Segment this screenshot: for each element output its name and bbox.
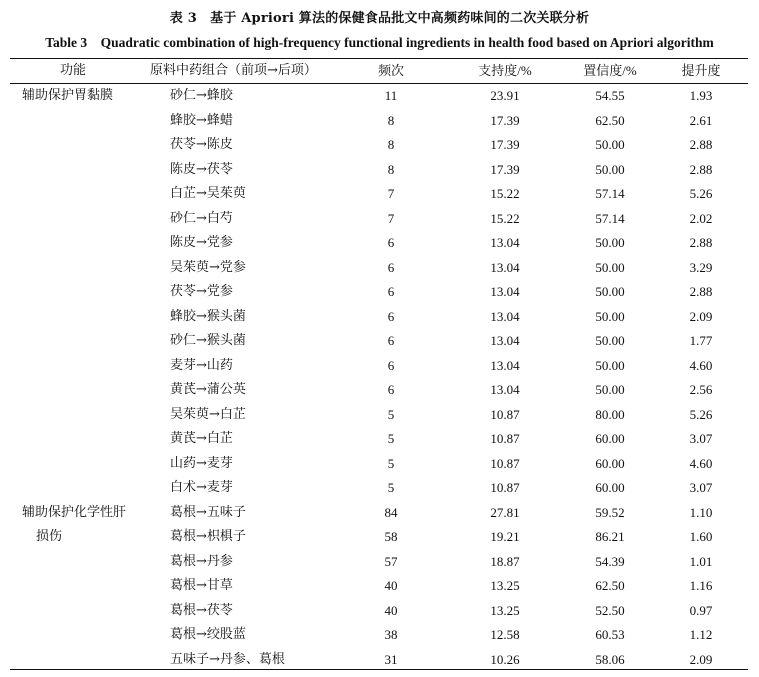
cell-pair: 黄芪→白芷 <box>170 431 233 446</box>
cell-pair: 葛根→枳椇子 <box>170 529 246 544</box>
cell-support: 17.39 <box>490 112 520 128</box>
cell-pair: 砂仁→猴头菌 <box>170 333 246 348</box>
table-row <box>0 158 759 182</box>
table-row <box>0 84 759 108</box>
table-row <box>0 403 759 427</box>
cell-frequency: 5 <box>387 480 395 495</box>
header-pair: 原料中药组合（前项→后项） <box>150 63 317 78</box>
cell-frequency: 5 <box>387 406 395 422</box>
cell-frequency: 6 <box>387 259 395 275</box>
cell-confidence: 50.00 <box>595 235 625 250</box>
header-support: 支持度/% <box>478 63 532 78</box>
cell-support: 13.25 <box>490 602 520 618</box>
cell-lift: 2.02 <box>689 210 713 226</box>
table-row <box>0 280 759 304</box>
cell-confidence: 86.21 <box>595 529 625 544</box>
table-row <box>0 574 759 598</box>
table-row <box>0 256 759 280</box>
cell-confidence: 50.00 <box>595 137 625 152</box>
cell-lift: 3.07 <box>689 480 713 495</box>
cell-confidence: 60.00 <box>595 455 625 471</box>
function-group-label: 辅助保护胃黏膜 <box>22 88 114 103</box>
cell-pair: 吴茱萸→党参 <box>170 259 246 275</box>
cell-frequency: 7 <box>387 186 395 201</box>
cell-frequency: 57 <box>384 553 398 569</box>
header-function: 功能 <box>60 63 87 78</box>
cell-support: 13.04 <box>490 308 520 324</box>
cell-support: 17.39 <box>490 161 520 177</box>
cell-support: 12.58 <box>490 627 520 642</box>
cell-support: 13.04 <box>490 235 520 250</box>
cell-lift: 2.88 <box>689 161 713 177</box>
cell-confidence: 50.00 <box>595 382 625 397</box>
cell-support: 17.39 <box>490 137 520 152</box>
cell-frequency: 6 <box>387 235 395 250</box>
cell-confidence: 50.00 <box>595 161 625 177</box>
cell-support: 13.04 <box>490 333 520 348</box>
cell-pair: 五味子→丹参、葛根 <box>170 651 285 667</box>
cell-support: 13.04 <box>490 382 520 397</box>
cell-confidence: 54.55 <box>595 88 625 103</box>
table-row <box>0 427 759 451</box>
cell-confidence: 60.53 <box>595 627 625 642</box>
cell-lift: 4.60 <box>689 357 713 373</box>
cell-lift: 2.09 <box>689 308 713 324</box>
cell-frequency: 6 <box>387 308 395 324</box>
table-row <box>0 182 759 206</box>
cell-frequency: 40 <box>384 602 398 618</box>
table-row <box>0 550 759 574</box>
cell-lift: 1.93 <box>689 88 713 103</box>
cell-confidence: 60.00 <box>595 480 625 495</box>
cell-support: 15.22 <box>490 186 520 201</box>
cell-frequency: 11 <box>384 88 398 103</box>
cell-pair: 葛根→绞股蓝 <box>170 627 246 642</box>
cell-support: 10.26 <box>490 651 520 667</box>
bottom-rule <box>10 669 748 670</box>
cell-confidence: 50.00 <box>595 259 625 275</box>
cell-support: 10.87 <box>490 480 520 495</box>
cell-pair: 麦芽→山药 <box>170 357 233 373</box>
cell-support: 10.87 <box>490 431 520 446</box>
cell-confidence: 50.00 <box>595 284 625 299</box>
cell-support: 10.87 <box>490 406 520 422</box>
table-row <box>0 623 759 647</box>
cell-confidence: 50.00 <box>595 357 625 373</box>
cell-pair: 白芷→吴茱萸 <box>170 186 246 201</box>
cell-lift: 1.12 <box>689 627 713 642</box>
cell-lift: 2.88 <box>689 235 713 250</box>
cell-lift: 1.16 <box>689 578 713 593</box>
cell-pair: 吴茱萸→白芷 <box>170 406 246 422</box>
cell-support: 13.25 <box>490 578 520 593</box>
cell-pair: 白术→麦芽 <box>170 480 233 495</box>
cell-frequency: 8 <box>387 161 395 177</box>
table-row <box>0 378 759 402</box>
table-row <box>0 231 759 255</box>
cell-confidence: 62.50 <box>595 112 625 128</box>
cell-pair: 葛根→五味子 <box>170 504 246 520</box>
cell-lift: 2.88 <box>689 284 713 299</box>
cell-frequency: 6 <box>387 357 395 373</box>
cell-lift: 3.29 <box>689 259 713 275</box>
cell-support: 10.87 <box>490 455 520 471</box>
cell-confidence: 52.50 <box>595 602 625 618</box>
cell-confidence: 57.14 <box>595 210 625 226</box>
cell-pair: 茯苓→陈皮 <box>170 137 233 152</box>
cell-pair: 陈皮→党参 <box>170 235 233 250</box>
table-row <box>0 133 759 157</box>
cell-lift: 3.07 <box>689 431 713 446</box>
cell-confidence: 60.00 <box>595 431 625 446</box>
cell-support: 15.22 <box>490 210 520 226</box>
cell-frequency: 7 <box>387 210 395 226</box>
table-header-row <box>0 59 759 83</box>
table-row <box>0 599 759 623</box>
cell-frequency: 5 <box>387 455 395 471</box>
cell-confidence: 58.06 <box>595 651 625 667</box>
cell-support: 27.81 <box>490 504 520 520</box>
cell-frequency: 84 <box>384 504 398 520</box>
cell-confidence: 59.52 <box>595 504 625 520</box>
cell-pair: 蜂胶→猴头菌 <box>170 308 246 324</box>
cell-frequency: 40 <box>384 578 398 593</box>
cell-pair: 黄芪→蒲公英 <box>170 382 246 397</box>
cell-lift: 1.10 <box>689 504 713 520</box>
cell-pair: 葛根→丹参 <box>170 553 233 569</box>
cell-lift: 1.01 <box>689 553 713 569</box>
cell-pair: 山药→麦芽 <box>170 455 233 471</box>
table-row <box>0 207 759 231</box>
cell-lift: 0.97 <box>689 602 713 618</box>
cell-frequency: 8 <box>387 137 395 152</box>
cell-frequency: 6 <box>387 284 395 299</box>
table-row <box>0 476 759 500</box>
cell-pair: 葛根→茯苓 <box>170 602 233 618</box>
cell-support: 13.04 <box>490 357 520 373</box>
cell-frequency: 6 <box>387 333 395 348</box>
cell-support: 13.04 <box>490 284 520 299</box>
cell-pair: 茯苓→党参 <box>170 284 233 299</box>
cell-frequency: 58 <box>384 529 398 544</box>
table-row <box>0 109 759 133</box>
cell-pair: 砂仁→白芍 <box>170 210 233 226</box>
table-title-english: Table 3 Quadratic combination of high-frequency functional ingredients in health food based on Apriori algorithm <box>45 35 714 50</box>
cell-frequency: 5 <box>387 431 395 446</box>
table-row <box>0 354 759 378</box>
cell-support: 23.91 <box>490 88 520 103</box>
cell-lift: 1.60 <box>689 529 713 544</box>
function-group-label-continued: 损伤 <box>36 529 63 544</box>
table-row <box>0 329 759 353</box>
cell-confidence: 62.50 <box>595 578 625 593</box>
cell-pair: 陈皮→茯苓 <box>170 161 233 177</box>
cell-pair: 砂仁→蜂胶 <box>170 88 233 103</box>
table-row <box>0 525 759 549</box>
cell-frequency: 6 <box>387 382 395 397</box>
cell-confidence: 57.14 <box>595 186 625 201</box>
header-confidence: 置信度/% <box>583 63 637 78</box>
cell-lift: 5.26 <box>689 406 713 422</box>
cell-frequency: 38 <box>384 627 398 642</box>
cell-confidence: 54.39 <box>595 553 625 569</box>
header-frequency: 频次 <box>377 63 404 78</box>
table-row <box>0 648 759 672</box>
cell-lift: 4.60 <box>689 455 713 471</box>
cell-support: 19.21 <box>490 529 520 544</box>
table-title-chinese: 表 3 基于 Apriori 算法的保健食品批文中高频药味间的二次关联分析 <box>169 11 590 26</box>
cell-lift: 1.77 <box>689 333 713 348</box>
cell-pair: 葛根→甘草 <box>170 578 233 593</box>
cell-lift: 2.88 <box>689 137 713 152</box>
cell-confidence: 50.00 <box>595 308 625 324</box>
cell-frequency: 31 <box>384 651 398 667</box>
cell-pair: 蜂胶→蜂蜡 <box>170 112 233 128</box>
cell-lift: 5.26 <box>689 186 713 201</box>
cell-support: 18.87 <box>490 553 520 569</box>
cell-lift: 2.56 <box>689 382 713 397</box>
cell-lift: 2.09 <box>689 651 713 667</box>
cell-frequency: 8 <box>387 112 395 128</box>
table-row <box>0 452 759 476</box>
cell-confidence: 80.00 <box>595 406 625 422</box>
cell-support: 13.04 <box>490 259 520 275</box>
cell-confidence: 50.00 <box>595 333 625 348</box>
table-row <box>0 305 759 329</box>
function-group-label: 辅助保护化学性肝 <box>22 504 127 520</box>
header-lift: 提升度 <box>681 63 721 78</box>
cell-lift: 2.61 <box>689 112 713 128</box>
